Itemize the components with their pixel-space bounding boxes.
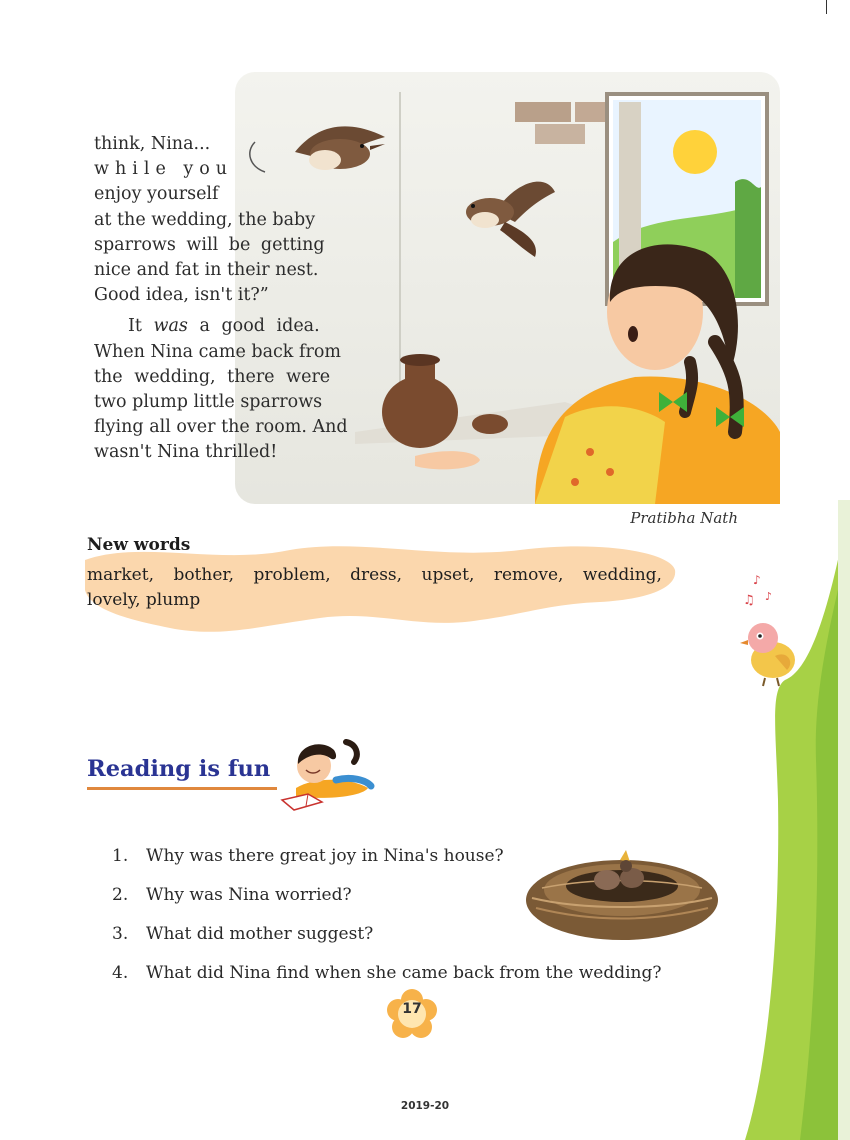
new-words-line-1 (87, 563, 662, 588)
story-line: wasn't Nina thrilled! (94, 442, 278, 463)
word: dress, (350, 565, 403, 585)
story-text (94, 132, 369, 466)
story-line: the wedding, there were (94, 366, 331, 387)
story-line: nice and fat in their nest. (94, 260, 319, 281)
word: bother, (173, 565, 235, 585)
question-item: 1. Why was there great joy in Nina's house? (112, 845, 504, 866)
story-line: When Nina came back from (94, 341, 341, 362)
story-line: flying all over the room. And (94, 417, 348, 438)
new-words-list (87, 563, 662, 613)
story-line: enjoy yourself (94, 184, 219, 205)
question-item: 2. Why was Nina worried? (112, 884, 352, 905)
crop-mark-top-right (826, 0, 827, 14)
word: wedding, (582, 565, 662, 585)
svg-text:♫: ♫ (743, 593, 755, 608)
story-line: think, Nina... (94, 134, 211, 154)
reading-child-icon (276, 728, 376, 812)
story-line: two plump little sparrows (94, 392, 323, 413)
story-line: sparrows will be getting (94, 234, 325, 255)
heading-underline (87, 787, 277, 790)
question-item: 4. What did Nina find when she came back from the wedding? (112, 962, 662, 983)
svg-text:♪: ♪ (765, 590, 773, 603)
new-words-heading: New words (87, 535, 191, 555)
story-paragraph-2-first-line: It was a good idea. (128, 316, 320, 337)
story-line: at the wedding, the baby (94, 209, 316, 230)
story-line: Good idea, isn't it?” (94, 285, 269, 306)
reading-is-fun-heading: Reading is fun (87, 756, 271, 782)
word: market, (87, 565, 154, 585)
singing-bird-icon (735, 570, 805, 688)
new-words-line-2: lovely, plump (87, 590, 201, 610)
word: problem, (253, 565, 331, 585)
word: remove, (493, 565, 564, 585)
footer-year: 2019-20 (400, 1100, 450, 1112)
word: upset, (421, 565, 475, 585)
svg-text:♪: ♪ (753, 573, 761, 587)
author-credit: Pratibha Nath (630, 509, 738, 527)
bird-nest-image (522, 848, 722, 944)
story-line-spaced: while you (94, 159, 234, 180)
question-item: 3. What did mother suggest? (112, 923, 374, 944)
page-number: 17 (402, 1001, 422, 1017)
